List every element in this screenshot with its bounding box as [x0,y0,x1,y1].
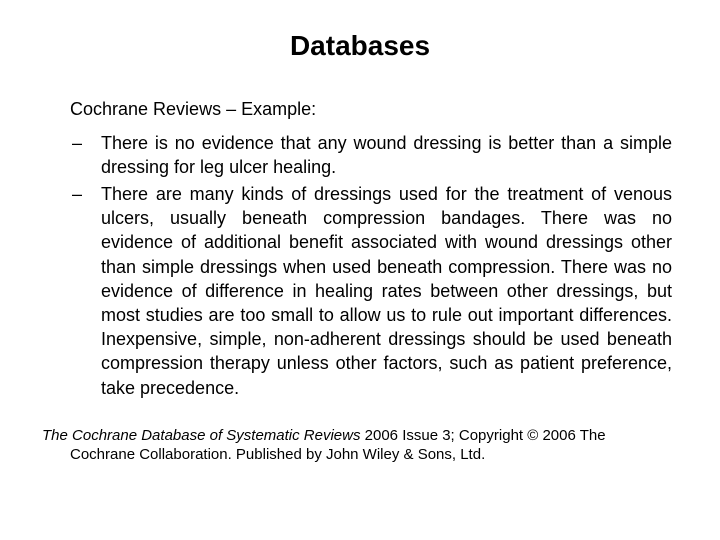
section-heading: Cochrane Reviews – Example: [70,99,317,119]
bullet-text: There are many kinds of dressings used for the treatment of venous ulcers, usually beneath compression bandages. There was no evidence of additional benefit associated with wound dressings other than simple dressings when used beneath compression. There was no evidence of difference in healing rates between other dressings, but most studies are too small to allow us to rule out important differences. Inexpensive, simple, non-adherent dressings should be used beneath compression therapy unless other factors, such as patient preference, take precedence. [101,184,672,398]
citation [42,426,682,464]
bullet-dash: – [72,133,83,153]
bullet-text: There is no evidence that any wound dressing is better than a simple dressing for leg ulcer healing. [101,133,672,178]
citation-source: The Cochrane Database of Systematic Reviews [42,427,361,444]
slide-title: Databases [289,30,431,61]
bullet-dash: – [72,184,83,204]
bullet-item-2 [72,182,672,400]
citation-details: 2006 Issue 3; Copyright © 2006 The [360,427,606,444]
bullet-item-1 [72,131,672,179]
citation-line-1 [42,426,682,445]
citation-line-2: Cochrane Collaboration. Published by John Wiley & Sons, Ltd. [70,446,486,463]
